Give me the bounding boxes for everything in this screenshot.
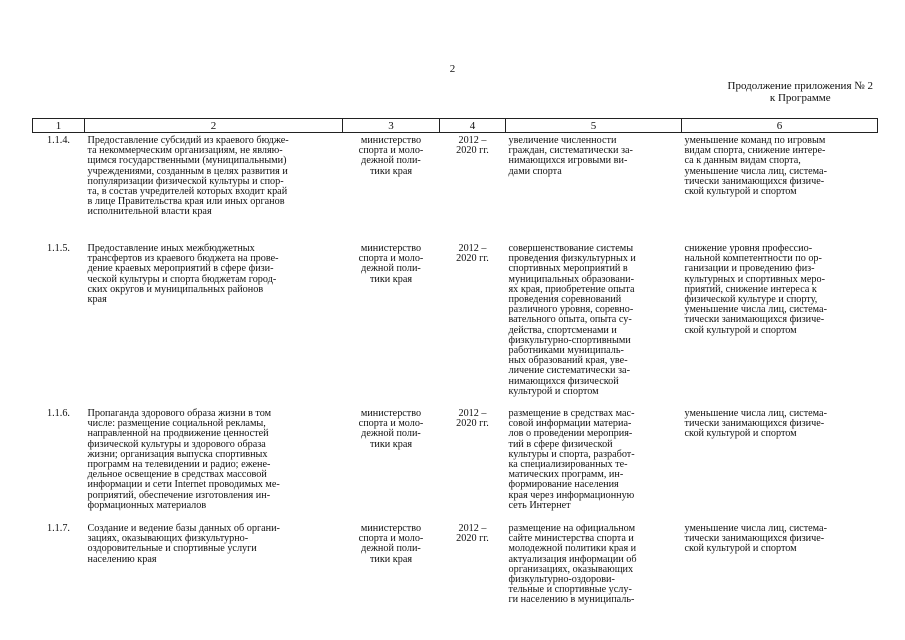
expected-result: размещение на официальном сайте министерства спорта и молодежной политики края и актуализация информации об организациях, оказывающих физкультурно-оздорови- тельные и спортивные услу- ги населению в муниципаль- [508,523,637,606]
consequence: уменьшение команд по игровым видам спорта, снижение интере- са к данным видам спорта, уменьшение числа лиц, система- тически занимающихся физиче- ской культурой и спортом [684,135,827,198]
executor: министерство спорта и моло- дежной поли- тики края [358,523,424,565]
program-measures-table [32,118,878,624]
column-header-2: 2 [85,119,343,133]
page-number: 2 [449,63,456,75]
table-row [33,133,878,242]
column-header-6: 6 [682,119,878,133]
executor: министерство спорта и моло- дежной поли- тики края [358,135,424,177]
term: 2012 – 2020 гг. [456,135,489,157]
continuation-line-1: Продолжение приложения № 2 [727,80,873,92]
term: 2012 – 2020 гг. [456,408,489,430]
executor: министерство спорта и моло- дежной поли- тики края [358,408,424,450]
consequence: уменьшение числа лиц, система- тически занимающихся физиче- ской культурой и спортом [684,523,827,555]
item-number: 1.1.6. [47,408,70,419]
measure-description: Пропаганда здорового образа жизни в том числе: размещение социальной рекламы, направленной на продвижение ценностей физической культуры и здорового образа жизни; организация выпуска спортивных программ на телевидении и радио; ежене- дельное освещение в средствах массовой информации и сети Internet проводимых ме- роприятий, обеспечение изготовления ин- формационных материалов [87,408,280,511]
executor: министерство спорта и моло- дежной поли- тики края [358,243,424,285]
consequence: снижение уровня профессио- нальной компетентности по ор- ганизации и проведению физ- культурных и спортивных меро- приятий, снижение интереса к физической культуре и спорту, уменьшение числа лиц, система- тически занимающихся физиче- ской культурой и спортом [684,243,827,336]
item-number: 1.1.7. [47,523,70,534]
continuation-line-2: к Программе [769,92,831,104]
column-header-1: 1 [33,119,85,133]
table-header-row [33,119,878,133]
measure-description: Предоставление иных межбюджетных трансфертов из краевого бюджета на прове- дение краевых мероприятий в сфере физи- ческой культуры и спорта бюджетам город- ских округов и муниципальных районов края [87,243,279,306]
measure-description: Предоставление субсидий из краевого бюдже- та некоммерческим организациям, не являю- щимся государственными (муниципальными) учреждениями, созданным в целях развития и популяризации физической культуры и спор- та, в состав учредителей которых входит край в лице Правительства края или иных органов исполнительной власти края [87,135,289,218]
column-header-4: 4 [440,119,506,133]
column-header-3: 3 [343,119,440,133]
term: 2012 – 2020 гг. [456,243,489,265]
consequence: уменьшение числа лиц, система- тически занимающихся физиче- ской культурой и спортом [684,408,827,440]
term: 2012 – 2020 гг. [456,523,489,545]
table-row [33,521,878,624]
expected-result: размещение в средствах мас- совой информации материа- лов о проведении мероприя- тий в сфере физической культуры и спорта, разработ- ка специализированных те- матических программ, ин- формирование населения края через информационную сеть Интернет [508,408,635,511]
item-number: 1.1.5. [47,243,70,254]
table-row [33,241,878,406]
column-header-5: 5 [506,119,682,133]
appendix-continuation-note [728,80,873,104]
item-number: 1.1.4. [47,135,70,146]
expected-result: совершенствование системы проведения физкультурных и спортивных мероприятий в муниципальных образовани- ях края, приобретение опыта проведения соревнований различного уровня, соревно- вательного опыта, опыта су- действа, спортсменами и физкультурно-спортивными работниками муниципаль- ных образований края, уве- личение систематически за- нимающихся физической культурой и спортом [508,243,636,397]
expected-result: увеличение численности граждан, систематически за- нимающихся игровыми ви- дами спорта [508,135,633,177]
measure-description: Создание и ведение базы данных об органи- зациях, оказывающих физкультурно- оздоровительные и спортивные услуги населению края [87,523,280,565]
table-row [33,406,878,521]
